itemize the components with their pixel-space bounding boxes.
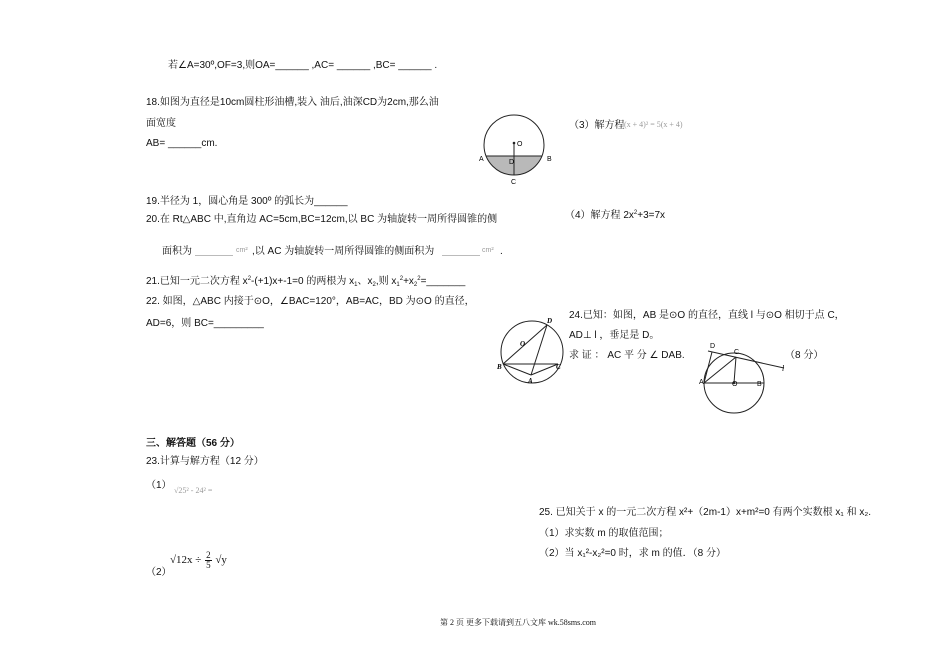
q24-figure xyxy=(694,338,794,408)
q23-2-den: 5 xyxy=(206,560,211,570)
q24-line2: AD⊥ l ，垂足是 D。 xyxy=(569,330,660,341)
center-dot xyxy=(513,142,516,145)
q20-unit2: cm² xyxy=(482,247,494,254)
q22-label-b: B xyxy=(497,363,502,371)
label-o: O xyxy=(517,141,523,148)
q24-ad xyxy=(704,352,712,383)
q21-a: 21.已知一元二次方程 x xyxy=(146,276,248,287)
q22-label-a: A xyxy=(528,377,533,385)
q24-oc xyxy=(734,357,736,383)
q24-line1: 24.已知：如图，AB 是⊙O 的直径，直线 l 与⊙O 相切于点 C， xyxy=(569,310,845,321)
q24-label-d: D xyxy=(710,343,716,350)
q24-line3: 求 证 ： AC 平 分 ∠ DAB. xyxy=(569,350,685,361)
q19-text: 19.半径为 1，圆心角是 300º 的弧长为______ xyxy=(146,196,348,207)
label-d: D xyxy=(509,159,515,166)
q21-f: =_______ xyxy=(420,276,466,287)
q23-2-op: ÷ xyxy=(195,554,202,567)
label-b: B xyxy=(547,156,552,163)
page-footer: 第 2 页 更多下载请到五八文库 wk.58sms.com xyxy=(440,618,596,627)
q18-line3: AB= ______cm. xyxy=(146,138,218,149)
q24-score: （8 分） xyxy=(785,350,824,361)
q24-label-a: A xyxy=(699,379,704,386)
q22-line2: AD=6，则 BC=_________ xyxy=(146,318,264,329)
section3-heading: 三、解答题（56 分） xyxy=(146,438,240,449)
q20-blank2 xyxy=(442,255,480,256)
q24-label-o: O xyxy=(732,381,738,388)
q21-text: 21.已知一元二次方程 $x^2-(+1)x+-1=0$ 的两根为 $x_1$、$x_2$,则 $x_1^2+x_2^2=\_\_\_\_\_\_\_$ xyxy=(146,276,466,288)
q24-label-l: l xyxy=(782,364,785,373)
oil-tank-figure xyxy=(472,110,572,190)
q25-line3: （2）当 x₁²-x₂²=0 时，求 m 的值．（8 分） xyxy=(539,548,726,559)
q23-4-text xyxy=(565,210,665,222)
q24-label-b: B xyxy=(757,381,762,388)
q24-label-c: C xyxy=(734,349,740,356)
q23-4-sup: 2 xyxy=(633,210,638,216)
q23-4-main: （4）解方程 2x xyxy=(565,210,634,221)
q23-3-prefix: （3）解方程 xyxy=(569,120,625,131)
q20-line1: 20.在 Rt△ABC 中,直角边 AC=5cm,BC=12cm,以 BC 为轴旋转一周所得圆锥的侧 xyxy=(146,214,498,225)
oil-region xyxy=(472,156,572,196)
q17-tail-text: 若∠A=30º,OF=3,则OA=______ ,AC= ______ ,BC= ______ . xyxy=(168,60,438,71)
q21-b: -(+1)x+-1=0 的两根为 x xyxy=(251,276,355,287)
q22-label-c: C xyxy=(556,363,561,371)
q22-circle xyxy=(501,321,563,383)
q20-line2-b: ,以 AC 为轴旋转一周所得圆锥的侧面积为 xyxy=(252,246,435,257)
q23-3-formula: (x + 4)² = 5(x + 4) xyxy=(624,120,683,129)
q22-line1: 22. 如图，△ABC 内接于⊙O，∠BAC=120°，AB=AC，BD 为⊙O 的直径， xyxy=(146,296,475,307)
q22-figure xyxy=(495,316,575,396)
q22-label-d: D xyxy=(547,317,553,325)
q23-2-formula xyxy=(170,551,227,570)
q20-unit1: cm² xyxy=(236,247,248,254)
q20-blank1 xyxy=(195,255,233,256)
q22-ba xyxy=(503,364,531,375)
q23-2-sqrt-b: √y xyxy=(215,554,227,567)
q18-line1: 18.如图为直径是10cm圆柱形油槽,装入 油后,油深CD为2cm,那么油 xyxy=(146,97,439,108)
q21-c: 、x xyxy=(357,276,373,287)
q24-tangent xyxy=(708,351,784,368)
q23-2-fraction xyxy=(205,551,212,570)
q21-d: ,则 x xyxy=(375,276,397,287)
q23-1-label: （1） xyxy=(146,480,172,491)
q24-ac xyxy=(704,357,736,383)
q20-end: . xyxy=(500,246,503,257)
label-a: A xyxy=(479,156,484,163)
q23-4-tail: +3=7x xyxy=(637,210,666,221)
q23-title: 23.计算与解方程（12 分） xyxy=(146,456,264,467)
q23-2-sqrt-a: √12x xyxy=(170,554,193,567)
q23-2-num: 2 xyxy=(206,550,211,560)
q25-line1: 25. 已知关于 x 的一元二次方程 x²+（2m-1）x+m²=0 有两个实数根 x₁ 和 x₂. xyxy=(539,507,872,518)
q18-line2: 面宽度 xyxy=(146,118,176,129)
q21-e: +x xyxy=(403,276,414,287)
q22-label-o: O xyxy=(520,340,526,348)
label-c: C xyxy=(511,179,517,186)
q20-line2-a: 面积为 xyxy=(162,246,192,257)
q25-line2: （1）求实数 m 的取值范围； xyxy=(539,528,669,539)
q23-2-label: （2） xyxy=(146,567,172,578)
q23-1-formula: √25² - 24² = xyxy=(174,486,213,495)
